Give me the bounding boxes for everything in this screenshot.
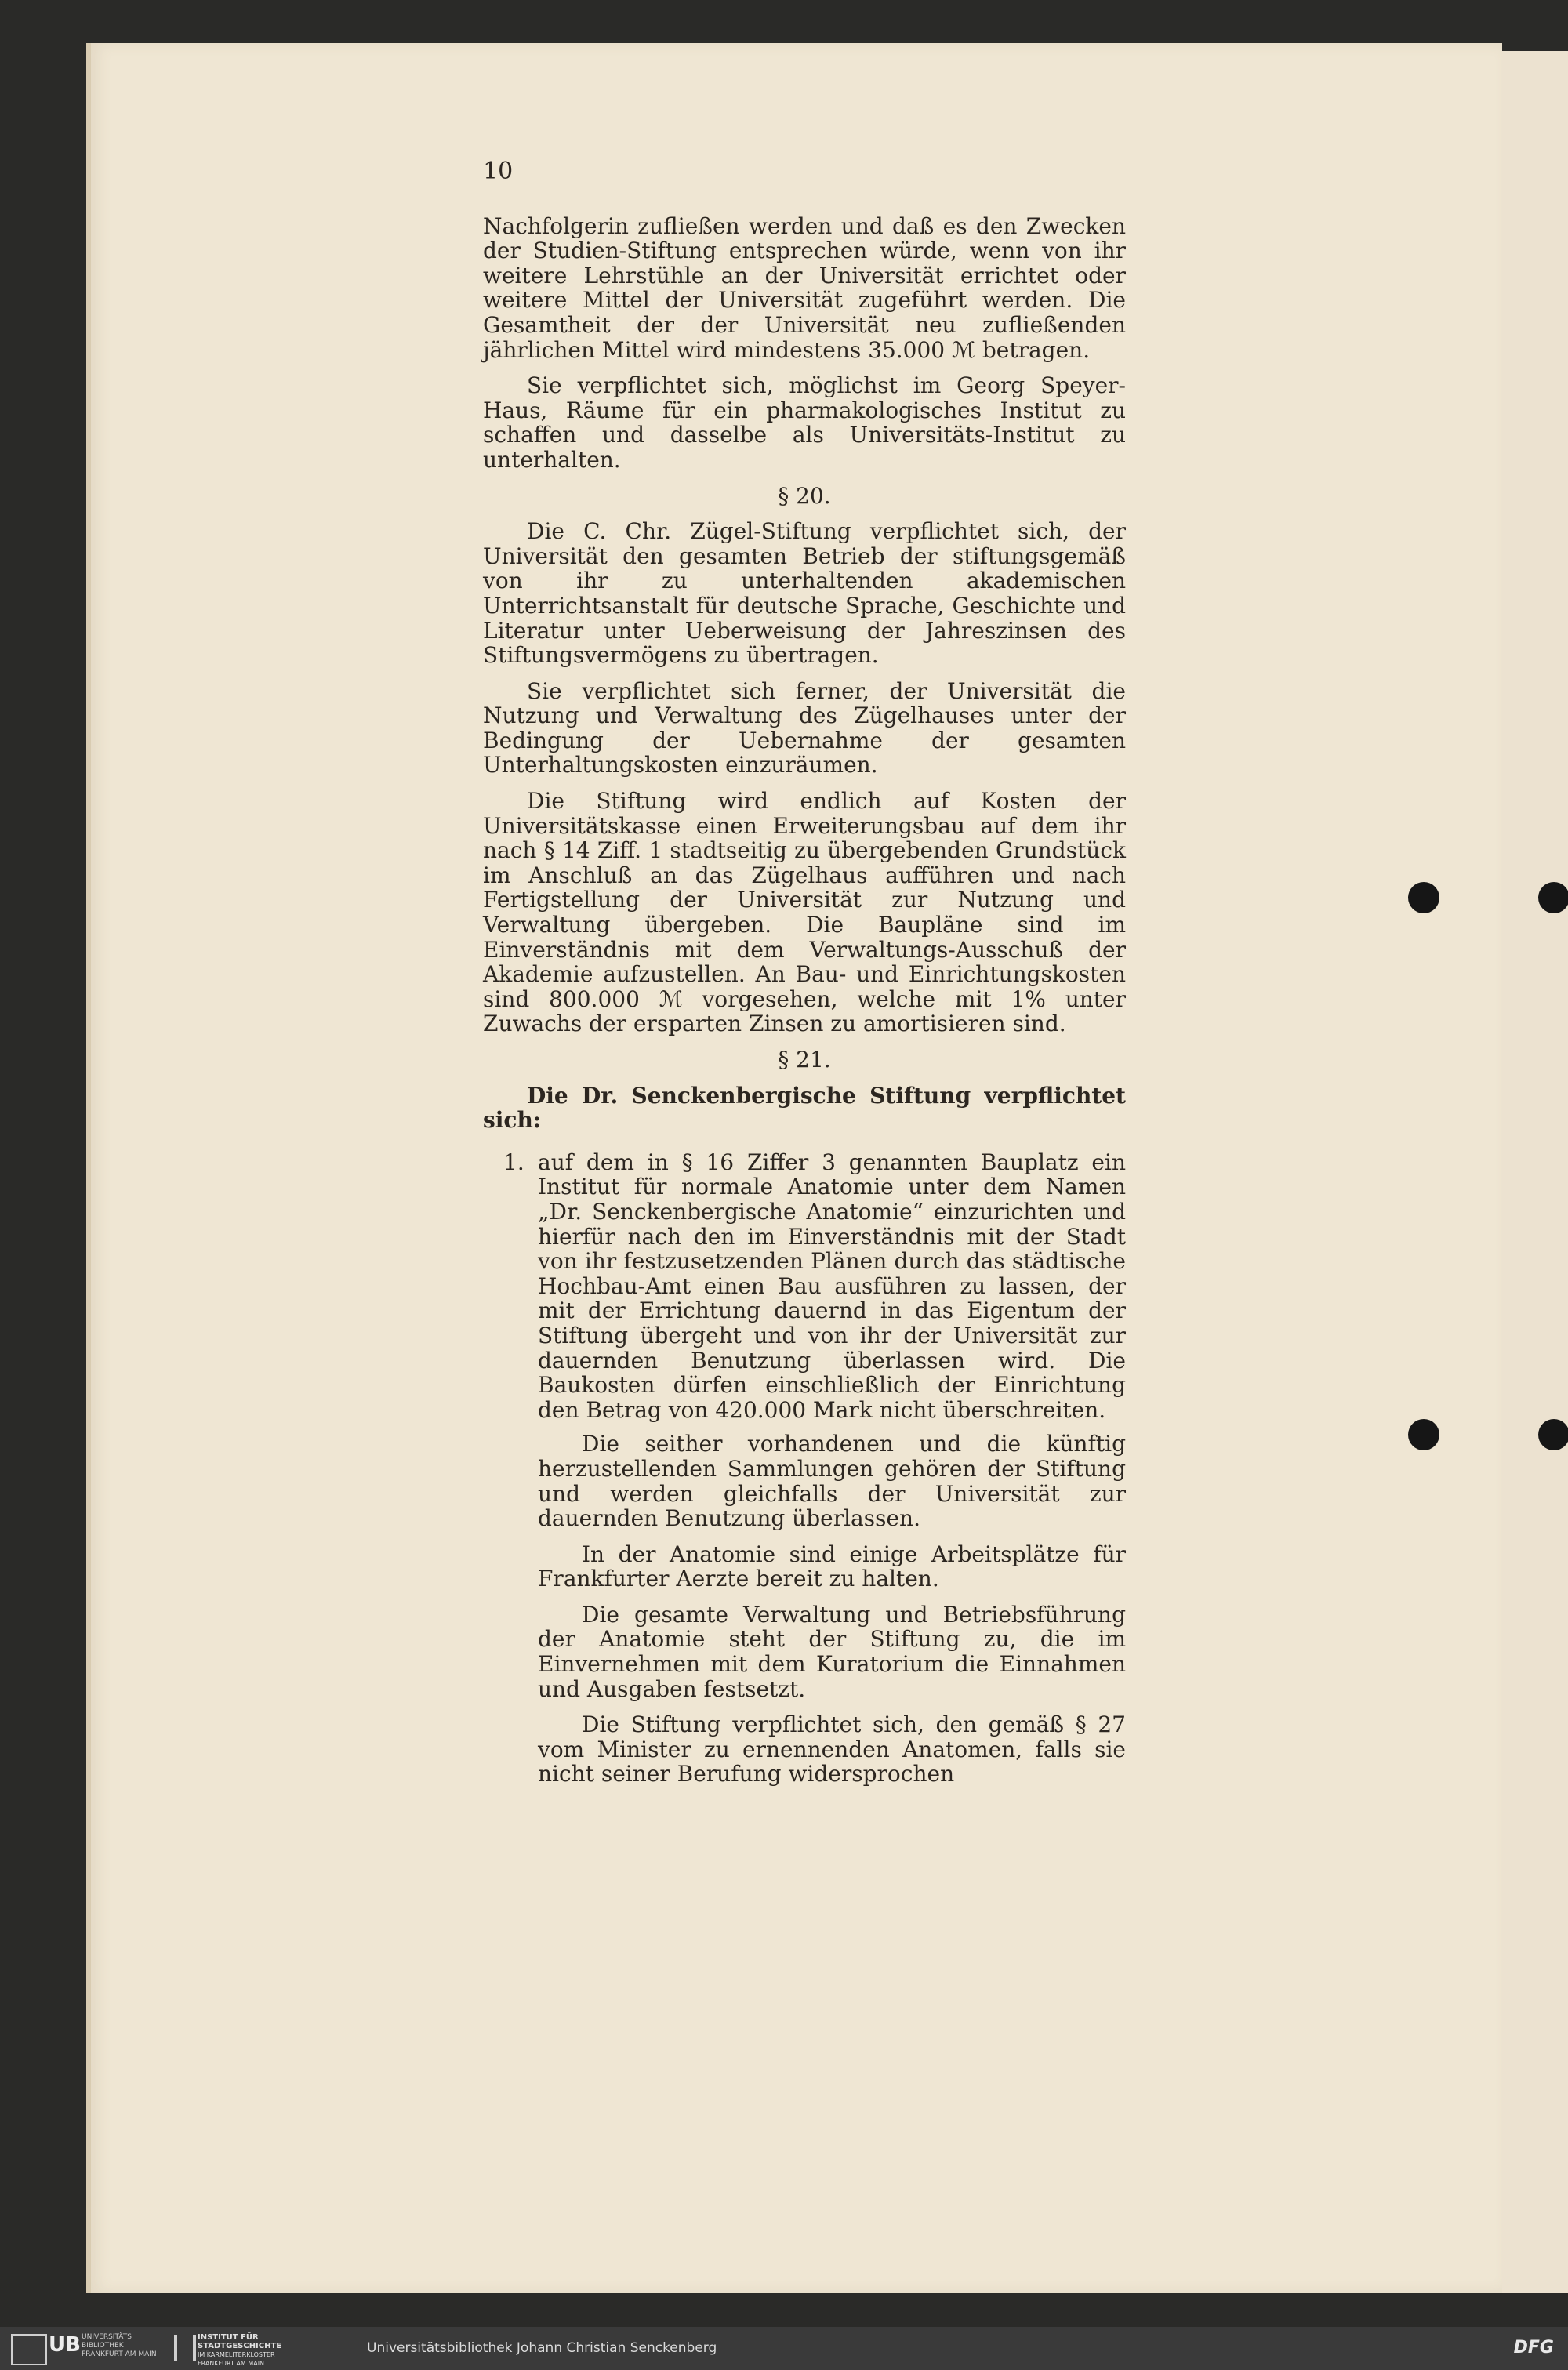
library-name: Universitätsbibliothek Johann Christian Senckenberg	[367, 2340, 717, 2356]
document-page	[86, 43, 1502, 2293]
ub-line: FRANKFURT AM MAIN	[82, 2350, 157, 2358]
list-item	[483, 1150, 1126, 1423]
section-heading-20: § 20.	[778, 482, 831, 509]
ub-logo-text	[82, 2333, 157, 2359]
sub-paragraph: Die seither vorhandenen und die künftig herzustellenden Sammlungen gehören der Stiftung und werden gleichfalls der Universität zur dauernden Benutzung überlassen.	[538, 1431, 1126, 1532]
punch-hole-upper	[1408, 882, 1439, 913]
viewer-footer-bar	[0, 2327, 1568, 2370]
ub-line: BIBLIOTHEK	[82, 2342, 124, 2350]
punch-hole-back-lower	[1538, 1419, 1568, 1450]
page-text	[483, 159, 1126, 1798]
inst-line: STADTGESCHICHTE	[198, 2342, 282, 2350]
sub-paragraph: In der Anatomie sind einige Arbeitsplätze für Frankfurter Aerzte bereit zu halten.	[538, 1541, 1126, 1592]
dfg-logo: DFG	[1513, 2338, 1554, 2357]
inst-line: IM KARMELITERKLOSTER	[198, 2351, 275, 2358]
ub-logo-letters: UB	[49, 2333, 81, 2357]
ub-logo-icon	[11, 2334, 47, 2365]
punch-hole-lower	[1408, 1419, 1439, 1450]
inst-line: FRANKFURT AM MAIN	[198, 2360, 265, 2367]
paragraph: Die Stiftung wird endlich auf Kosten der Universitätskasse einen Erweiterungsbau auf dem ihr nach § 14 Ziff. 1 stadtseitig zu übergebenden Grundstück im Anschluß an das Zügelhaus aufführen und nach Fertigstellung der Universität zur Nutzung und Verwaltung übergeben. Die Baupläne sind im Einverständnis mit dem Verwaltungs-Ausschuß der Akademie aufzustellen. An Bau- und Einrichtungskosten sind 800.000 ℳ vorgesehen, welche mit 1% unter Zuwachs der ersparten Zinsen zu amortisieren sind.	[483, 788, 1126, 1037]
section-heading-21: § 21.	[778, 1047, 831, 1072]
institute-logo-icon	[174, 2335, 196, 2361]
section-intro: Die Dr. Senckenbergische Stiftung verpflichtet sich:	[483, 1082, 1126, 1134]
page-number: 10	[483, 158, 514, 185]
inst-line: INSTITUT FÜR	[198, 2333, 259, 2342]
institute-logo-text	[198, 2333, 281, 2368]
sub-paragraph: Die Stiftung verpflichtet sich, den gemäß § 27 vom Minister zu ernennenden Anatomen, falls sie nicht seiner Berufung widersprochen	[538, 1711, 1126, 1787]
list-item-text: auf dem in § 16 Ziffer 3 genannten Bauplatz ein Institut für normale Anatomie unter dem Namen „Dr. Senckenbergische Anatomie“ einzurichten und hierfür nach den im Einverständnis mit der Stadt von ihr festzusetzenden Plänen durch das städtische Hochbau-Amt einen Bau ausführen zu lassen, der mit der Errichtung dauernd in das Eigentum der Stiftung übergeht und von ihr der Universität zur dauernden Benutzung überlassen wird. Die Baukosten dürfen einschließlich der Einrichtung den Betrag von 420.000 Mark nicht überschreiten.	[538, 1149, 1126, 1423]
ub-line: UNIVERSITÄTS	[82, 2333, 132, 2341]
sub-paragraph: Die gesamte Verwaltung und Betriebsführung der Anatomie steht der Stiftung zu, die im Einvernehmen mit dem Kuratorium die Einnahmen und Ausgaben festsetzt.	[538, 1601, 1126, 1702]
back-sheet-edge	[1494, 51, 1568, 2293]
paragraph: Sie verpflichtet sich, möglichst im Georg Speyer-Haus, Räume für ein pharmakologisches Institut zu schaffen und dasselbe als Universitäts-Institut zu unterhalten.	[483, 372, 1126, 473]
list-item-number: 1.	[503, 1149, 524, 1175]
paragraph: Die C. Chr. Zügel-Stiftung verpflichtet sich, der Universität den gesamten Betrieb der stiftungsgemäß von ihr zu unterhaltenden akademischen Unterrichtsanstalt für deutsche Sprache, Geschichte und Literatur unter Ueberweisung der Jahreszinsen des Stiftungsvermögens zu übertragen.	[483, 518, 1126, 669]
paragraph: Sie verpflichtet sich ferner, der Universität die Nutzung und Verwaltung des Zügelhauses unter der Bedingung der Uebernahme der gesamten Unterhaltungskosten einzuräumen.	[483, 677, 1126, 779]
paragraph: Nachfolgerin zufließen werden und daß es den Zwecken der Studien-Stiftung entsprechen würde, wenn von ihr weitere Lehrstühle an der Universität errichtet oder weitere Mittel der Universität zugeführt werden. Die Gesamtheit der der Universität neu zufließenden jährlichen Mittel wird mindestens 35.000 ℳ betragen.	[483, 212, 1126, 363]
punch-hole-back-upper	[1538, 882, 1568, 913]
